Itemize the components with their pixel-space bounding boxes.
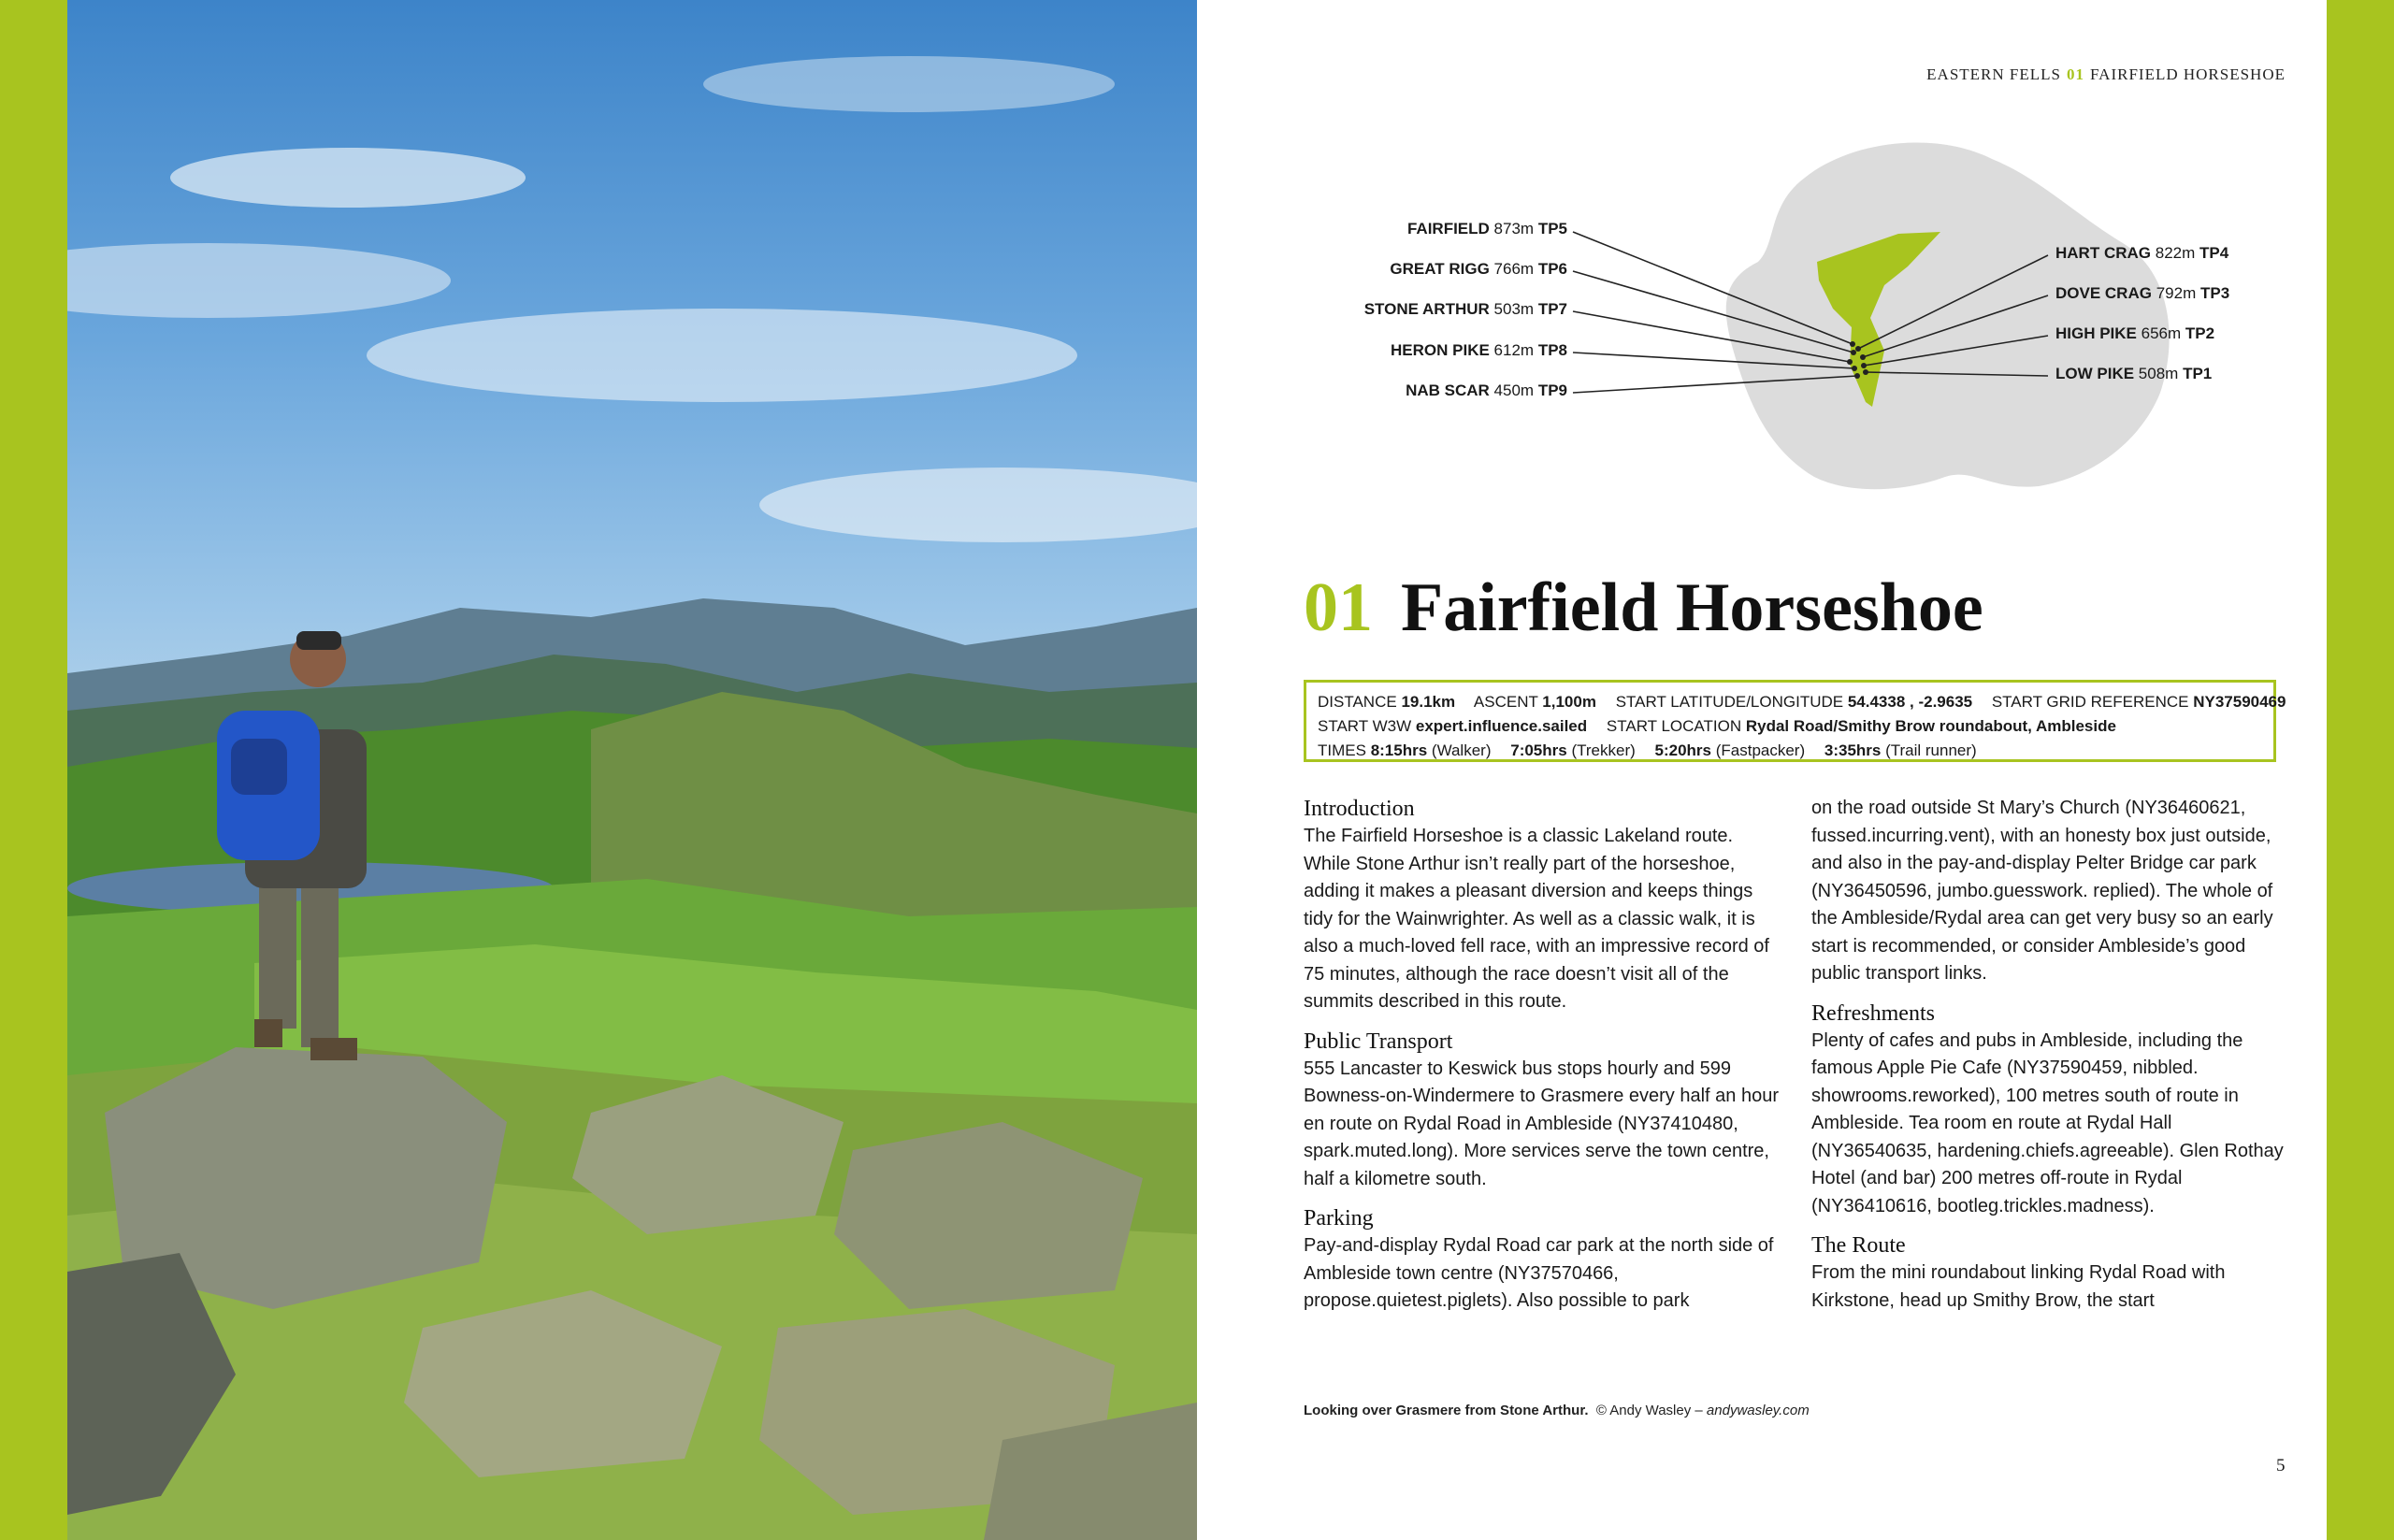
section-heading-parking: Parking [1304,1206,1374,1231]
section-text-refreshments: Plenty of cafes and pubs in Ambleside, including the famous Apple Pie Cafe (NY37590459, nibbled. showrooms.reworked), 100 metres south of route in Ambleside. Tea room en route at Rydal Hall (NY36540635, hardening.chiefs.agreeable). Glen Rothay Hotel (and bar) 200 metres off-route in Rydal (NY36410616, bootleg.trickles.madness). [1811,1029,2284,1216]
route-stats-box [1304,680,2286,762]
caption-text: Looking over Grasmere from Stone Arthur. [1304,1403,1589,1418]
stats-row-3: TIMES 8:15hrs (Walker) 7:05hrs (Trekker) 5:20hrs (Fastpacker) 3:35hrs (Trail runner) [1318,741,1977,759]
running-head-section: EASTERN FELLS [1926,65,2061,83]
map-label-fairfield: FAIRFIELD 873m TP5 [1406,220,1567,237]
text-column-right [1811,795,2288,1315]
caption-credit: © Andy Wasley – [1595,1403,1703,1418]
section-text-the-route: From the mini roundabout linking Rydal Road with Kirkstone, head up Smithy Brow, the start [1811,1262,2226,1311]
caption-site: andywasley.com [1706,1403,1810,1418]
map-label-hart-crag: HART CRAG 822m TP4 [2055,244,2229,262]
hiker-photo [67,0,1197,1540]
running-head-number: 01 [2066,65,2084,83]
map-label-low-pike: LOW PIKE 508m TP1 [2055,365,2213,382]
section-heading-introduction: Introduction [1304,797,1415,821]
running-head [1926,65,2286,84]
route-number: 01 [1304,569,1373,646]
left-border [0,0,67,1540]
text-column-left [1304,795,1781,1316]
route-name: Fairfield Horseshoe [1401,569,1983,646]
section-heading-public-transport: Public Transport [1304,1029,1453,1054]
section-text-parking-continued: on the road outside St Mary’s Church (NY36460621, fussed.incurring.vent), with an honesty box just outside, and also in the pay-and-display Pelter Bridge car park (NY36450596, jumbo.guesswork. replied). The whole of the Ambleside/Rydal area can get very busy so an early start is recommended, or consider Ambleside’s good public transport links. [1811,798,2273,984]
map-label-nab-scar: NAB SCAR 450m TP9 [1406,381,1567,399]
photo-caption [1304,1403,1810,1418]
route-locator-map [1197,122,2327,514]
section-text-public-transport: 555 Lancaster to Keswick bus stops hourly and 599 Bowness-on-Windermere to Grasmere every half an hour en route on Rydal Road in Ambleside (NY37410480, spark.muted.long). More services serve the town centre, half a kilometre south. [1304,1058,1779,1189]
map-label-stone-arthur: STONE ARTHUR 503m TP7 [1363,300,1567,318]
right-page [1197,0,2327,1540]
map-label-great-rigg: GREAT RIGG 766m TP6 [1390,260,1567,278]
map-label-heron-pike: HERON PIKE 612m TP8 [1391,341,1567,359]
map-label-high-pike: HIGH PIKE 656m TP2 [2055,324,2215,342]
stats-row-2: START W3W expert.influence.sailed START LOCATION Rydal Road/Smithy Brow roundabout, Ambleside [1318,717,2116,735]
stats-row-1: DISTANCE 19.1km ASCENT 1,100m START LATITUDE/LONGITUDE 54.4338 , -2.9635 START GRID REFERENCE NY37590469 [1318,693,2286,711]
section-heading-refreshments: Refreshments [1811,1000,1935,1026]
page-number: 5 [2276,1456,2286,1475]
right-border [2327,0,2394,1540]
section-text-parking: Pay-and-display Rydal Road car park at the north side of Ambleside town centre (NY37570466, propose.quietest.piglets). Also possible to park [1304,1235,1774,1311]
map-label-dove-crag: DOVE CRAG 792m TP3 [2055,284,2230,302]
landscape-illustration [67,0,1197,1540]
running-head-route: FAIRFIELD HORSESHOE [2089,65,2286,83]
route-title [1304,569,1983,648]
section-text-introduction: The Fairfield Horseshoe is a classic Lakeland route. While Stone Arthur isn’t really part of the horseshoe, adding it makes a pleasant diversion and keeps things tidy for the Wainwrighter. As well as a classic walk, it is also a much-loved fell race, with an impressive record of 75 minutes, although the race doesn’t visit all of the summits described in this route. [1304,826,1769,1012]
section-heading-the-route: The Route [1811,1233,1906,1258]
region-shape [1726,143,2170,490]
